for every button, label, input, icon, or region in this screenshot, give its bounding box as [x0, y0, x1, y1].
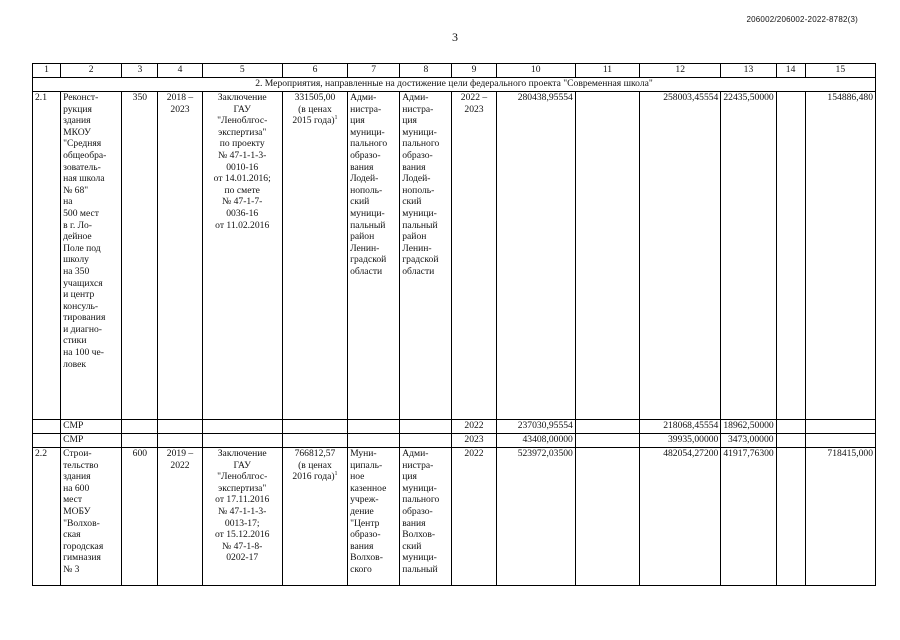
column-number: 12	[640, 64, 721, 78]
customer: Муни- ципаль- ное казенное учреж- дение "Центр образо- вания Волхов- ского	[348, 448, 400, 586]
regional-budget: 39935,00000	[640, 434, 721, 448]
column-number: 2	[61, 64, 122, 78]
local-budget: 41917,76300	[721, 448, 776, 586]
financing-period: 2022	[452, 420, 496, 434]
federal-budget	[575, 434, 639, 448]
capacity: 600	[122, 448, 158, 586]
section-title: 2. Мероприятия, направленные на достижение цели федерального проекта "Современная школа"	[33, 78, 876, 92]
estimated-cost	[282, 92, 347, 420]
total-amount: 43408,00000	[496, 434, 575, 448]
expertise-conclusion: Заключение ГАУ "Леноблгос- экспертиза" от 17.11.2016 № 47-1-1-3- 0013-17; от 15.12.2016 № 47-1-8- 0202-17	[202, 448, 282, 586]
estimated-cost	[282, 448, 347, 586]
financing-period: 2023	[452, 434, 496, 448]
table-row	[33, 434, 876, 448]
regional-budget: 258003,45554	[640, 92, 721, 420]
object-name: СМР	[61, 420, 122, 434]
period: 2018 – 2023	[158, 92, 202, 420]
financing-period: 2022	[452, 448, 496, 586]
column-number: 15	[805, 64, 875, 78]
other-sources	[776, 92, 805, 420]
remaining-cost: 154886,480	[805, 92, 875, 420]
column-number: 4	[158, 64, 202, 78]
object-name: СМР	[61, 434, 122, 448]
column-number: 8	[400, 64, 452, 78]
remaining-cost	[805, 420, 875, 434]
capacity: 350	[122, 92, 158, 420]
estimated-cost-value: 766812,57 (в ценах 2016 года)	[292, 448, 336, 483]
total-amount: 280438,95554	[496, 92, 575, 420]
other-sources	[776, 420, 805, 434]
total-amount: 523972,03500	[496, 448, 575, 586]
column-number: 5	[202, 64, 282, 78]
estimated-cost-value: 331505,00 (в ценах 2015 года)	[292, 92, 336, 127]
table-row	[33, 92, 876, 420]
column-number: 13	[721, 64, 776, 78]
column-number: 9	[452, 64, 496, 78]
section-title-row	[33, 78, 876, 92]
local-budget: 18962,50000	[721, 420, 776, 434]
regional-budget: 482054,27200	[640, 448, 721, 586]
other-sources	[776, 434, 805, 448]
document-number: 206002/206002-2022-8782(3)	[746, 15, 858, 24]
financing-period: 2022 – 2023	[452, 92, 496, 420]
federal-budget	[575, 92, 639, 420]
expertise-conclusion: Заключение ГАУ "Леноблгос- экспертиза" по проекту № 47-1-1-3- 0010-16 от 14.01.2016; по смете № 47-1-7- 0036-16 от 11.02.2016	[202, 92, 282, 420]
column-number: 14	[776, 64, 805, 78]
row-number: 2.2	[33, 448, 61, 586]
federal-budget	[575, 448, 639, 586]
remaining-cost: 718415,000	[805, 448, 875, 586]
local-budget: 3473,00000	[721, 434, 776, 448]
regional-budget: 218068,45554	[640, 420, 721, 434]
footnote-mark: 1	[334, 471, 338, 477]
other-sources	[776, 448, 805, 586]
table-row	[33, 448, 876, 586]
page-number: 3	[452, 30, 458, 44]
column-number: 1	[33, 64, 61, 78]
customer: Адми- нистра- ция муници- пального образо- вания Лодей- нополь- ский муници- пальный район Ленин- градской области	[348, 92, 400, 420]
total-amount: 237030,95554	[496, 420, 575, 434]
object-name: Строи- тельство здания на 600 мест МОБУ "Волхов- ская городская гимназия № 3	[61, 448, 122, 586]
column-number: 10	[496, 64, 575, 78]
footnote-mark: 1	[334, 115, 338, 121]
column-number: 3	[122, 64, 158, 78]
object-name: Реконст- рукция здания МКОУ "Средняя общеобра- зователь- ная школа № 68" на 500 мест в г. Ло- дейное Поле под школу на 350 учащихся и центр консуль- тирования и диагно- стики на 100 че- ловек	[61, 92, 122, 420]
recipient: Адми- нистра- ция муници- пального образо- вания Волхов- ский муници- пальный	[400, 448, 452, 586]
row-number: 2.1	[33, 92, 61, 420]
table-row	[33, 420, 876, 434]
column-number: 11	[575, 64, 639, 78]
column-number-row	[33, 64, 876, 78]
column-number: 6	[282, 64, 347, 78]
column-number: 7	[348, 64, 400, 78]
local-budget: 22435,50000	[721, 92, 776, 420]
federal-budget	[575, 420, 639, 434]
budget-table	[32, 63, 876, 586]
remaining-cost	[805, 434, 875, 448]
recipient: Адми- нистра- ция муници- пального образо- вания Лодей- нополь- ский муници- пальный район Ленин- градской области	[400, 92, 452, 420]
period: 2019 – 2022	[158, 448, 202, 586]
